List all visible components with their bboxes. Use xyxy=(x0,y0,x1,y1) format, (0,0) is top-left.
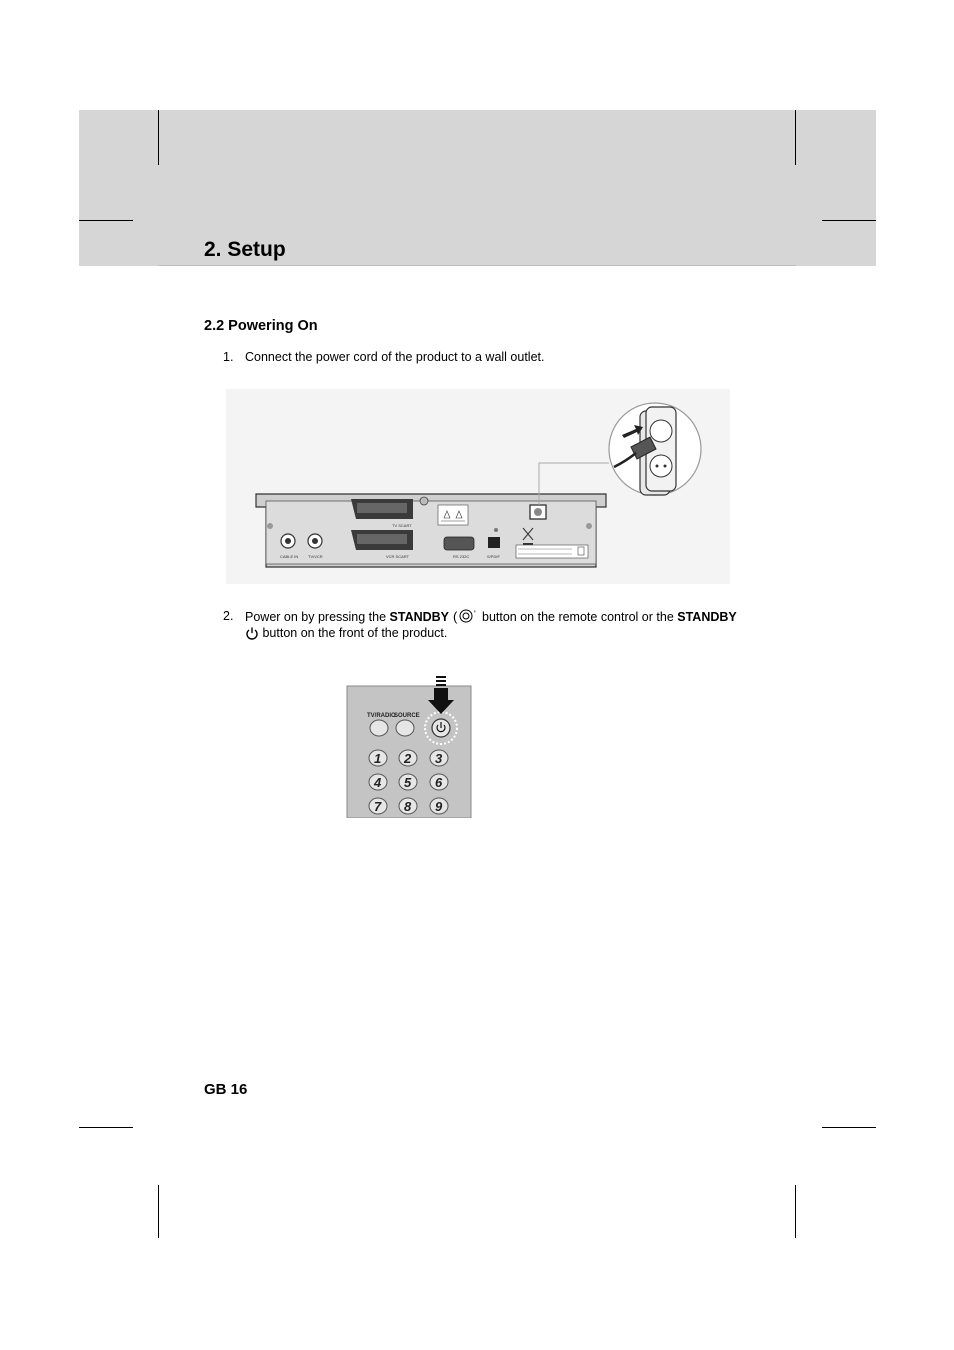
page-title: 2. Setup xyxy=(204,238,286,261)
tv-radio-label: TV/RADIO xyxy=(367,713,396,719)
remote-standby-icon xyxy=(453,608,479,629)
key-5: 5 xyxy=(404,775,412,790)
page-number: GB 16 xyxy=(204,1081,248,1098)
key-6: 6 xyxy=(435,775,443,790)
standby-label: STANDBY xyxy=(677,610,737,624)
remote-control-illustration xyxy=(344,672,474,818)
vcr-scart-label: VCR SCART xyxy=(386,554,410,559)
crop-mark xyxy=(822,220,876,221)
step-text-line2: button on the front of the product. xyxy=(245,625,447,645)
tv-scart-label: TV SCART xyxy=(392,523,412,528)
key-7: 7 xyxy=(374,799,382,814)
svg-text:': ' xyxy=(473,609,476,619)
key-4: 4 xyxy=(374,775,382,790)
crop-mark xyxy=(795,1185,796,1238)
crop-mark xyxy=(795,110,796,165)
key-2: 2 xyxy=(404,751,412,766)
crop-mark xyxy=(79,220,133,221)
section-heading: 2.2 Powering On xyxy=(204,318,318,334)
step-2 xyxy=(223,608,763,648)
crop-mark xyxy=(79,1127,133,1128)
cable-in-label: CABLE IN xyxy=(280,554,299,559)
rear-panel-illustration xyxy=(226,389,730,584)
source-label: SOURCE xyxy=(394,713,420,719)
header-rule xyxy=(158,265,796,266)
header-band xyxy=(79,110,876,266)
crop-mark xyxy=(158,1185,159,1238)
step-number: 2. xyxy=(223,609,234,623)
number-keypad xyxy=(369,750,448,814)
key-8: 8 xyxy=(404,799,412,814)
key-3: 3 xyxy=(435,751,443,766)
standby-label: STANDBY xyxy=(389,610,450,624)
key-9: 9 xyxy=(435,799,443,814)
svg-text:(: ( xyxy=(452,609,457,624)
power-icon xyxy=(245,626,259,645)
step-text: Connect the power cord of the product to a wall outlet. xyxy=(245,350,545,364)
step-text: Power on by pressing the STANDBY ( ' button on the remote control or the STANDBY xyxy=(245,608,737,629)
crop-mark xyxy=(822,1127,876,1128)
rs232c-label: RS 232C xyxy=(453,554,470,559)
crop-mark xyxy=(158,110,159,165)
step-1 xyxy=(223,349,743,367)
step-number: 1. xyxy=(223,350,234,364)
tv-vcr-label: TV/VCR xyxy=(308,554,323,559)
spdif-label: S/PDIF xyxy=(487,554,500,559)
key-1: 1 xyxy=(374,751,382,766)
